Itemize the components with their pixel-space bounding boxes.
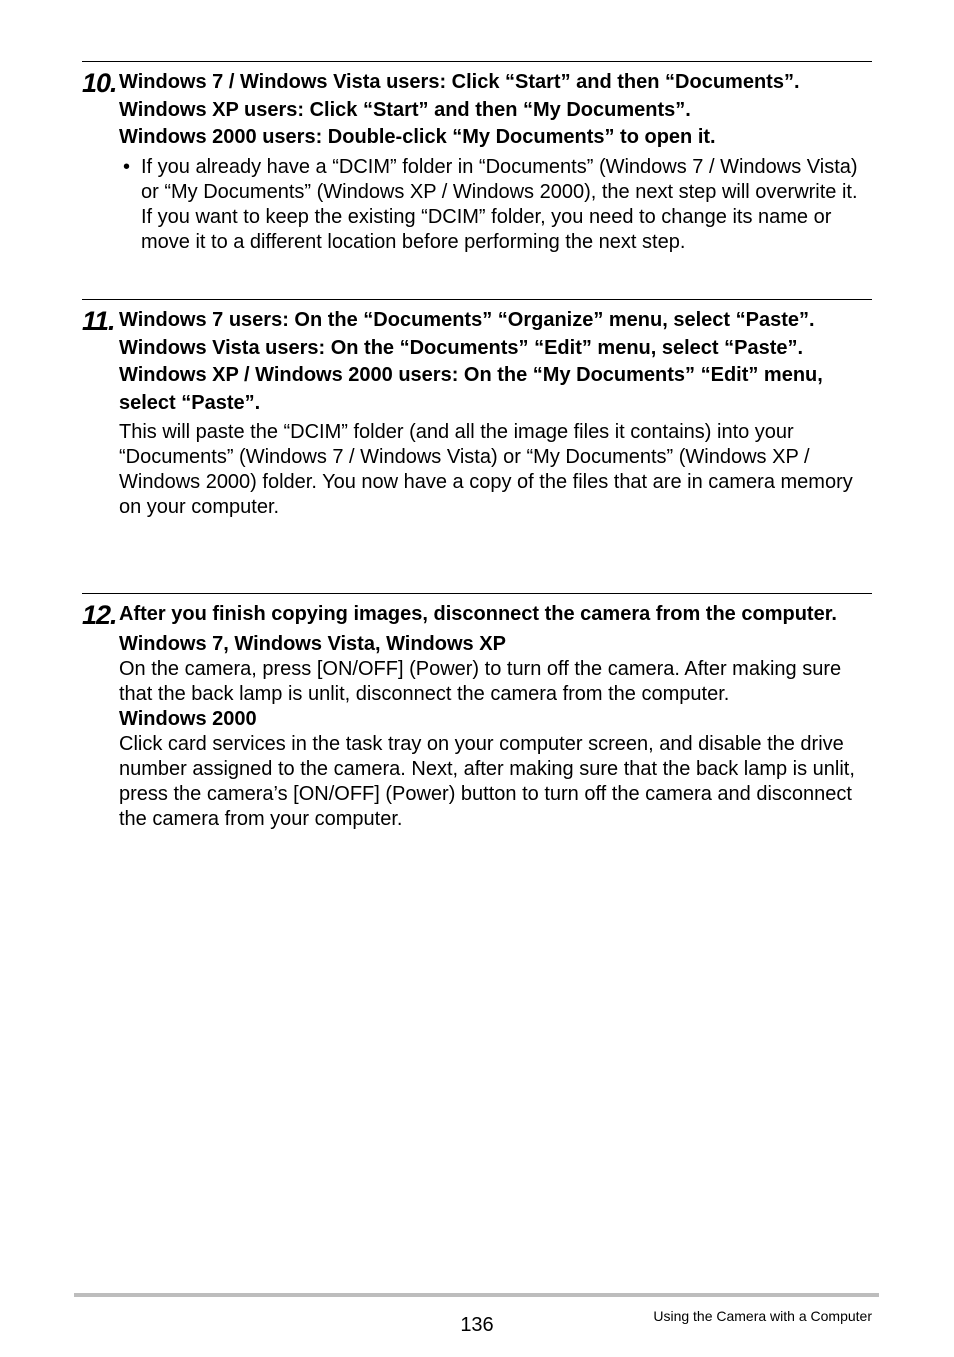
step-heading: Windows Vista users: On the “Documents” “Edit” menu, select “Paste”. bbox=[119, 336, 804, 359]
footer-divider bbox=[74, 1293, 879, 1297]
step-heading: Windows 2000 users: Double-click “My Documents” to open it. bbox=[119, 126, 716, 148]
step-heading: Windows 7 users: On the “Documents” “Organize” menu, select “Paste”. bbox=[119, 309, 815, 331]
step-description: This will paste the “DCIM” folder (and all the image files it contains) into your “Documents” (Windows 7 / Windows Vista) or “My Documents” (Windows XP / Windows 2000) folder. You now have a copy of the files that are in camera memory on your computer. bbox=[119, 421, 853, 518]
step-10 bbox=[82, 61, 872, 253]
step-number: 12. bbox=[82, 600, 117, 630]
footer-title: Using the Camera with a Computer bbox=[653, 1308, 872, 1324]
step-heading: After you finish copying images, disconnect the camera from the computer. bbox=[119, 603, 837, 625]
section-title: Windows 7, Windows Vista, Windows XP bbox=[119, 632, 506, 655]
step-heading: Windows XP users: Click “Start” and then “My Documents”. bbox=[119, 98, 691, 121]
step-number: 10. bbox=[82, 68, 117, 98]
step-heading: Windows 7 / Windows Vista users: Click “Start” and then “Documents”. bbox=[119, 71, 800, 93]
step-heading: Windows XP / Windows 2000 users: On the “My Documents” “Edit” menu, select “Paste”. bbox=[119, 364, 823, 414]
step-body bbox=[119, 307, 872, 520]
section-text: On the camera, press [ON/OFF] (Power) to turn off the camera. After making sure that the back lamp is unlit, disconnect the camera from the computer. bbox=[119, 657, 842, 705]
step-number: 11. bbox=[82, 306, 115, 336]
note-text: If you already have a “DCIM” folder in “Documents” (Windows 7 / Windows Vista) or “My Documents” (Windows XP / Windows 2000), the next step will overwrite it. If you want to keep the existing “DCIM” folder, you need to change its name or move it to a different location before performing the next step. bbox=[141, 155, 858, 253]
step-body bbox=[119, 601, 872, 832]
bullet-icon: • bbox=[123, 155, 131, 178]
page-number: 136 bbox=[460, 1314, 494, 1336]
step-12 bbox=[82, 593, 872, 830]
section-text: Click card services in the task tray on your computer screen, and disable the drive number assigned to the camera. Next, after making sure that the back lamp is unlit, press the camera’s [ON/OFF] (Power) button to turn off the camera and disconnect the camera from your computer. bbox=[119, 732, 855, 830]
step-body bbox=[119, 69, 872, 255]
note-bullet bbox=[119, 155, 872, 255]
section-title: Windows 2000 bbox=[119, 707, 257, 730]
step-11 bbox=[82, 299, 872, 518]
